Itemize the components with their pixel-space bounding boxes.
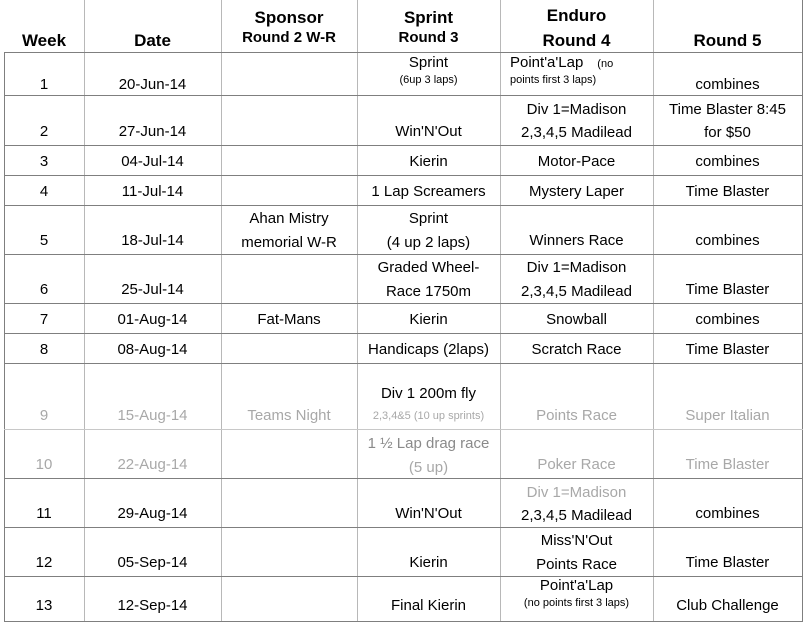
grid-line	[4, 333, 803, 334]
table-row-sponsor: Teams Night	[247, 407, 331, 424]
table-row-date: 18-Jul-14	[121, 232, 184, 249]
grid-line	[4, 429, 803, 430]
table-row-round5: combines	[695, 232, 760, 249]
grid-line	[4, 527, 803, 528]
table-row-sprint: Handicaps (2laps)	[368, 341, 489, 358]
table-row-week: 8	[39, 341, 49, 358]
table-row-sponsor: Ahan Mistry memorial W-R	[241, 210, 337, 251]
table-row-round5: Time Blaster	[685, 456, 770, 473]
grid-line	[4, 145, 803, 146]
table-row-round5: combines	[695, 76, 760, 93]
grid-line	[4, 175, 803, 176]
table-row-date: 01-Aug-14	[117, 311, 188, 328]
table-row-sprint: Div 1 200m fly 2,3,4&5 (10 up sprints)	[372, 385, 485, 422]
table-row-date: 08-Aug-14	[117, 341, 188, 358]
table-row-week: 2	[39, 123, 49, 140]
table-row-round5: combines	[695, 311, 760, 328]
table-row-enduro: Poker Race	[537, 456, 616, 473]
table-row-sprint: Kierin	[409, 554, 448, 571]
table-row-sprint: 1 Lap Screamers	[371, 183, 486, 200]
table-row-round5: Time Blaster	[685, 183, 770, 200]
table-row-sponsor: Fat-Mans	[257, 311, 321, 328]
table-row-sprint: Kierin	[409, 311, 448, 328]
table-row-date: 22-Aug-14	[117, 456, 188, 473]
table-row-date: 29-Aug-14	[117, 505, 188, 522]
table-row-sprint: 1 ½ Lap drag race (5 up)	[367, 435, 490, 476]
header-sprint: Sprint Round 3	[398, 8, 459, 46]
table-row-enduro: Div 1=Madison 2,3,4,5 Madilead	[521, 484, 632, 524]
table-row-week: 3	[39, 153, 49, 170]
table-row-week: 10	[35, 456, 53, 473]
table-row-enduro: Miss'N'Out Points Race	[536, 532, 617, 573]
header-sponsor: Sponsor Round 2 W-R	[242, 8, 336, 46]
table-row-enduro: Point'a'Lap (no points first 3 laps)	[510, 54, 614, 86]
table-row-enduro: Motor-Pace	[537, 153, 616, 170]
table-row-week: 9	[39, 407, 49, 424]
header-round5: Round 5	[693, 31, 762, 50]
table-row-sprint: Sprint (4 up 2 laps)	[386, 210, 471, 251]
table-row-enduro: Point'a'Lap (no points first 3 laps)	[523, 577, 630, 609]
header-enduro: Enduro Round 4	[542, 6, 611, 50]
table-row-round5: Super Italian	[685, 407, 770, 424]
table-row-enduro: Scratch Race	[531, 341, 622, 358]
table-row-week: 4	[39, 183, 49, 200]
table-row-date: 27-Jun-14	[118, 123, 187, 140]
table-row-week: 1	[39, 76, 49, 93]
table-row-round5: Time Blaster	[685, 341, 770, 358]
table-row-week: 5	[39, 232, 49, 249]
table-row-week: 6	[39, 281, 49, 298]
table-row-round5: combines	[695, 505, 760, 522]
table-row-week: 12	[35, 554, 53, 571]
table-row-date: 04-Jul-14	[121, 153, 184, 170]
grid-line	[4, 576, 803, 577]
table-row-enduro: Div 1=Madison 2,3,4,5 Madilead	[521, 101, 632, 141]
table-row-date: 12-Sep-14	[117, 597, 188, 614]
table-row-round5: Club Challenge	[676, 597, 779, 614]
table-row-sprint: Kierin	[409, 153, 448, 170]
table-row-date: 05-Sep-14	[117, 554, 188, 571]
grid-line	[4, 621, 803, 622]
table-row-round5: Time Blaster	[685, 554, 770, 571]
table-row-sprint: Win'N'Out	[395, 505, 462, 522]
table-row-date: 15-Aug-14	[117, 407, 188, 424]
table-row-enduro: Div 1=Madison 2,3,4,5 Madilead	[521, 259, 632, 300]
table-row-date: 25-Jul-14	[121, 281, 184, 298]
table-row-enduro: Winners Race	[529, 232, 624, 249]
table-row-enduro: Snowball	[546, 311, 607, 328]
header-week: Week	[21, 31, 67, 50]
table-row-round5: combines	[695, 153, 760, 170]
table-row-date: 11-Jul-14	[121, 183, 184, 200]
table-row-week: 13	[35, 597, 53, 614]
table-row-enduro: Mystery Laper	[528, 183, 625, 200]
table-row-sprint: Win'N'Out	[395, 123, 462, 140]
table-row-round5: Time Blaster 8:45 for $50	[669, 101, 786, 141]
header-date: Date	[134, 31, 171, 50]
grid-line	[802, 0, 803, 622]
table-row-enduro: Points Race	[536, 407, 617, 424]
grid-line	[4, 363, 803, 364]
table-row-sprint: Sprint (6up 3 laps)	[399, 54, 458, 86]
table-row-sprint: Graded Wheel- Race 1750m	[377, 259, 480, 300]
table-row-week: 11	[36, 505, 52, 522]
table-row-round5: Time Blaster	[685, 281, 770, 298]
table-row-date: 20-Jun-14	[118, 76, 187, 93]
table-row-week: 7	[39, 311, 49, 328]
table-row-sprint: Final Kierin	[390, 597, 467, 614]
